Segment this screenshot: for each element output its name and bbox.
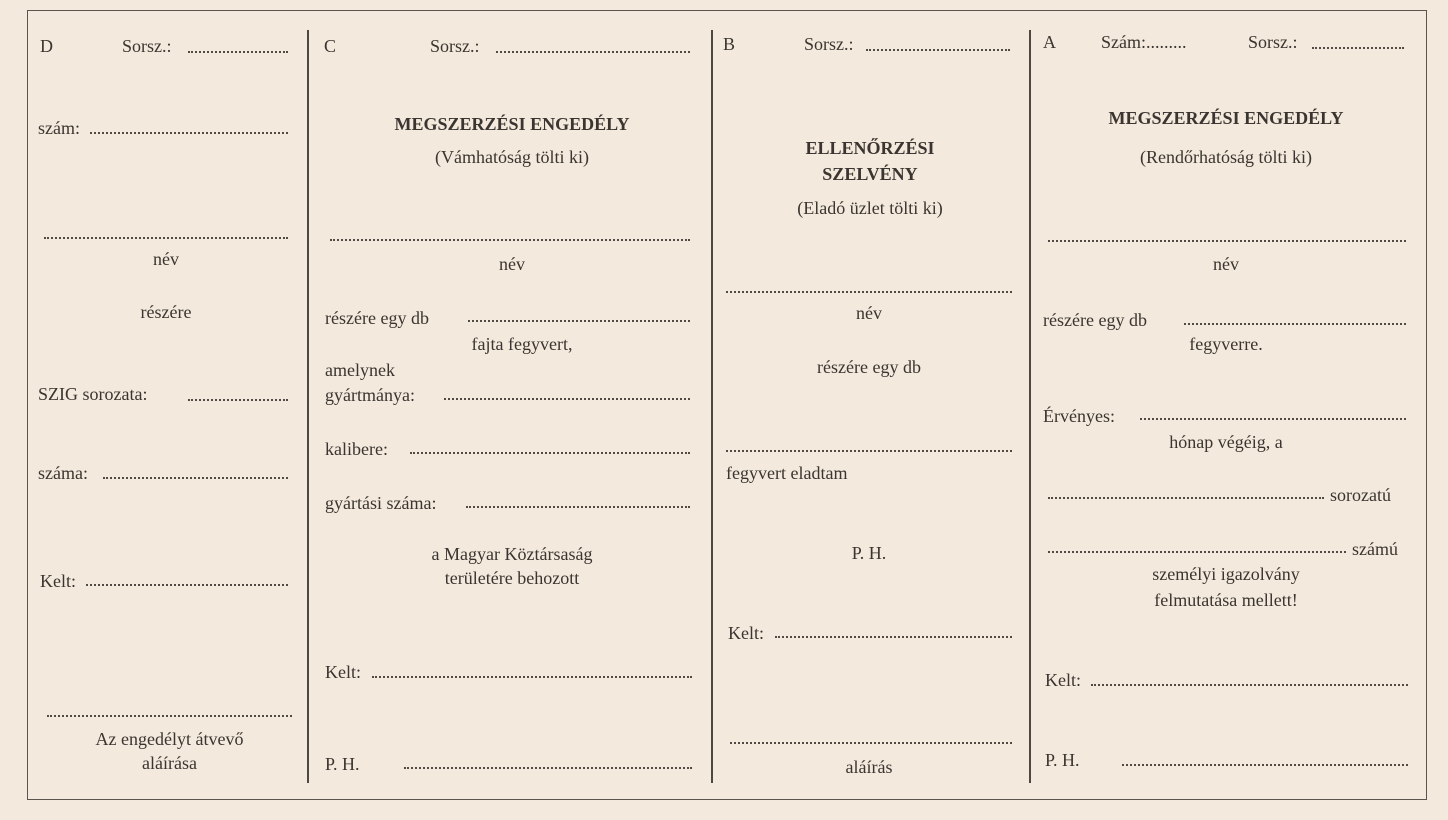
b-title-line2: SZELVÉNY	[822, 164, 918, 184]
d-sorsz-label: Sorsz.:	[122, 36, 172, 56]
b-fegyver-field[interactable]	[726, 450, 1012, 452]
d-nev-field[interactable]	[44, 237, 288, 239]
a-szam-label: Szám:.........	[1101, 32, 1187, 52]
a-subtitle: (Rendőrhatóság tölti ki)	[1140, 147, 1312, 167]
d-nev-label: név	[153, 249, 179, 269]
b-subtitle: (Eladó üzlet tölti ki)	[797, 198, 943, 218]
a-sorsz-field[interactable]	[1312, 47, 1404, 49]
c-reszere-label: részére egy db	[325, 308, 429, 328]
divider-b-a	[1029, 30, 1031, 783]
b-reszere-label: részére egy db	[817, 357, 921, 377]
a-sorozatu-field[interactable]	[1048, 497, 1324, 499]
a-szamu-field[interactable]	[1048, 551, 1346, 553]
a-reszere-field[interactable]	[1184, 323, 1406, 325]
c-nev-field[interactable]	[330, 239, 690, 241]
d-kelt-field[interactable]	[86, 584, 288, 586]
d-szig-label: SZIG sorozata:	[38, 384, 148, 404]
a-sorsz-label: Sorsz.:	[1248, 32, 1298, 52]
b-alairas-label: aláírás	[845, 757, 893, 777]
d-kelt-label: Kelt:	[40, 571, 76, 591]
c-kalibere-label: kalibere:	[325, 439, 388, 459]
a-fegyverre-label: fegyverre.	[1189, 334, 1263, 354]
b-nev-label: név	[856, 303, 882, 323]
d-szama-field[interactable]	[103, 477, 288, 479]
a-sorozatu-label: sorozatú	[1330, 485, 1391, 505]
b-fegyvert-label: fegyvert eladtam	[726, 463, 848, 483]
c-gyartasi-field[interactable]	[466, 506, 690, 508]
d-szig-field[interactable]	[188, 399, 288, 401]
section-b-letter: B	[723, 34, 736, 54]
c-sorsz-field[interactable]	[496, 51, 690, 53]
c-reszere-field[interactable]	[468, 320, 690, 322]
c-fajta-label: fajta fegyvert,	[471, 334, 573, 354]
section-d-letter: D	[40, 36, 53, 56]
d-reszere-label: részére	[140, 302, 192, 322]
b-title-line1: ELLENŐRZÉSI	[805, 138, 935, 158]
c-gyartasi-label: gyártási száma:	[325, 493, 437, 513]
b-ph-label: P. H.	[851, 543, 887, 563]
d-szam-field[interactable]	[90, 132, 288, 134]
c-title: MEGSZERZÉSI ENGEDÉLY	[394, 114, 630, 134]
c-nev-label: név	[499, 254, 525, 274]
d-szam-label: szám:	[38, 118, 80, 138]
c-ph-field[interactable]	[404, 767, 692, 769]
b-kelt-label: Kelt:	[728, 623, 764, 643]
c-subtitle: (Vámhatóság tölti ki)	[435, 147, 589, 167]
c-magyar-line1: a Magyar Köztársaság	[431, 544, 593, 564]
a-reszere-label: részére egy db	[1043, 310, 1147, 330]
a-honap-label: hónap végéig, a	[1169, 432, 1283, 452]
c-magyar-line2: területére behozott	[444, 568, 580, 588]
a-nev-field[interactable]	[1048, 240, 1406, 242]
section-c-letter: C	[324, 36, 337, 56]
a-szamu-label: számú	[1352, 539, 1398, 559]
a-ervenyes-field[interactable]	[1140, 418, 1406, 420]
a-kelt-field[interactable]	[1091, 684, 1408, 686]
c-ph-label: P. H.	[325, 754, 360, 774]
a-szemelyi-label: személyi igazolvány	[1152, 564, 1300, 584]
divider-c-b	[711, 30, 713, 783]
b-sorsz-label: Sorsz.:	[804, 34, 854, 54]
c-amelynek-label: amelynek	[325, 360, 395, 380]
d-szama-label: száma:	[38, 463, 88, 483]
b-sorsz-field[interactable]	[866, 49, 1010, 51]
c-gyartmanya-field[interactable]	[444, 398, 690, 400]
a-ervenyes-label: Érvényes:	[1043, 406, 1115, 426]
a-kelt-label: Kelt:	[1045, 670, 1081, 690]
b-signature-field[interactable]	[730, 742, 1012, 744]
c-kelt-label: Kelt:	[325, 662, 361, 682]
a-nev-label: név	[1213, 254, 1239, 274]
a-felmutatasa-label: felmutatása mellett!	[1154, 590, 1298, 610]
c-kelt-field[interactable]	[372, 676, 692, 678]
a-title: MEGSZERZÉSI ENGEDÉLY	[1108, 108, 1344, 128]
b-kelt-field[interactable]	[775, 636, 1012, 638]
divider-d-c	[307, 30, 309, 783]
section-a-letter: A	[1043, 32, 1056, 52]
a-ph-field[interactable]	[1122, 764, 1408, 766]
d-sorsz-field[interactable]	[188, 51, 288, 53]
c-sorsz-label: Sorsz.:	[430, 36, 480, 56]
b-nev-field[interactable]	[726, 291, 1012, 293]
d-signature-field[interactable]	[47, 715, 292, 717]
c-kalibere-field[interactable]	[410, 452, 690, 454]
a-ph-label: P. H.	[1045, 750, 1080, 770]
d-signature-label-2: aláírása	[142, 753, 197, 773]
c-gyartmanya-label: gyártmánya:	[325, 385, 415, 405]
d-signature-label-1: Az engedélyt átvevő	[95, 729, 244, 749]
